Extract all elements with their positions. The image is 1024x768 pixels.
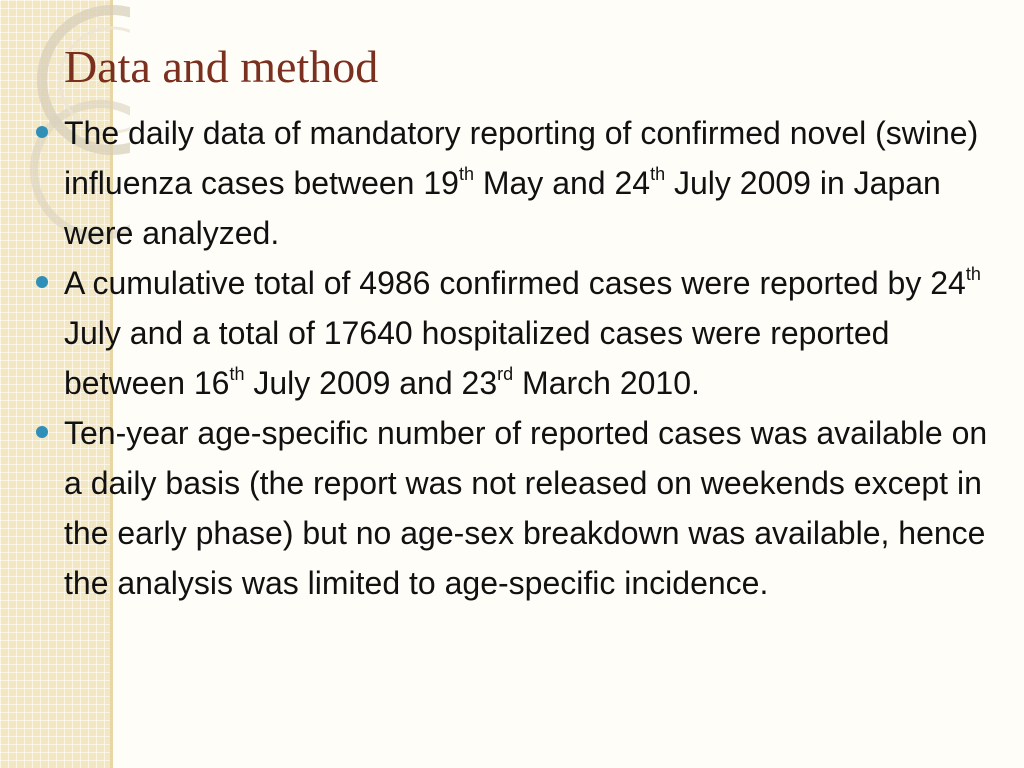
- bullet-icon: [36, 276, 48, 288]
- ordinal-suffix: th: [650, 164, 666, 184]
- ordinal-suffix: th: [229, 364, 245, 384]
- bullet-text: The daily data of mandatory reporting of confirmed novel (swine) influenza cases between 19: [64, 115, 979, 201]
- ordinal-suffix: th: [458, 164, 474, 184]
- bullet-item-age-data: [30, 408, 1010, 608]
- ordinal-suffix: rd: [497, 364, 514, 384]
- slide-title: Data and method: [64, 41, 379, 92]
- bullet-text: A cumulative total of 4986 confirmed cases were reported by 24: [64, 265, 966, 301]
- bullet-list: [30, 108, 1010, 608]
- bullet-item-data-source: [30, 108, 1010, 258]
- bullet-text: July 2009 and 23: [244, 365, 498, 401]
- bullet-text: May and 24: [473, 165, 651, 201]
- bullet-item-case-totals: [30, 258, 1010, 408]
- bullet-text: March 2010.: [513, 365, 700, 401]
- bullet-icon: [36, 426, 48, 438]
- bullet-text: July 2009 in Japan were analyzed.: [64, 165, 941, 251]
- bullet-text: Ten-year age-specific number of reported cases was available on a daily basis (the report was not released on weekends except in the early phase) but no age-sex breakdown was available, hence the analysis was limited to age-specific incidence.: [64, 415, 988, 601]
- bullet-text: July and a total of 17640 hospitalized cases were reported between 16: [64, 315, 890, 401]
- bullet-icon: [36, 126, 48, 138]
- ordinal-suffix: th: [965, 264, 981, 284]
